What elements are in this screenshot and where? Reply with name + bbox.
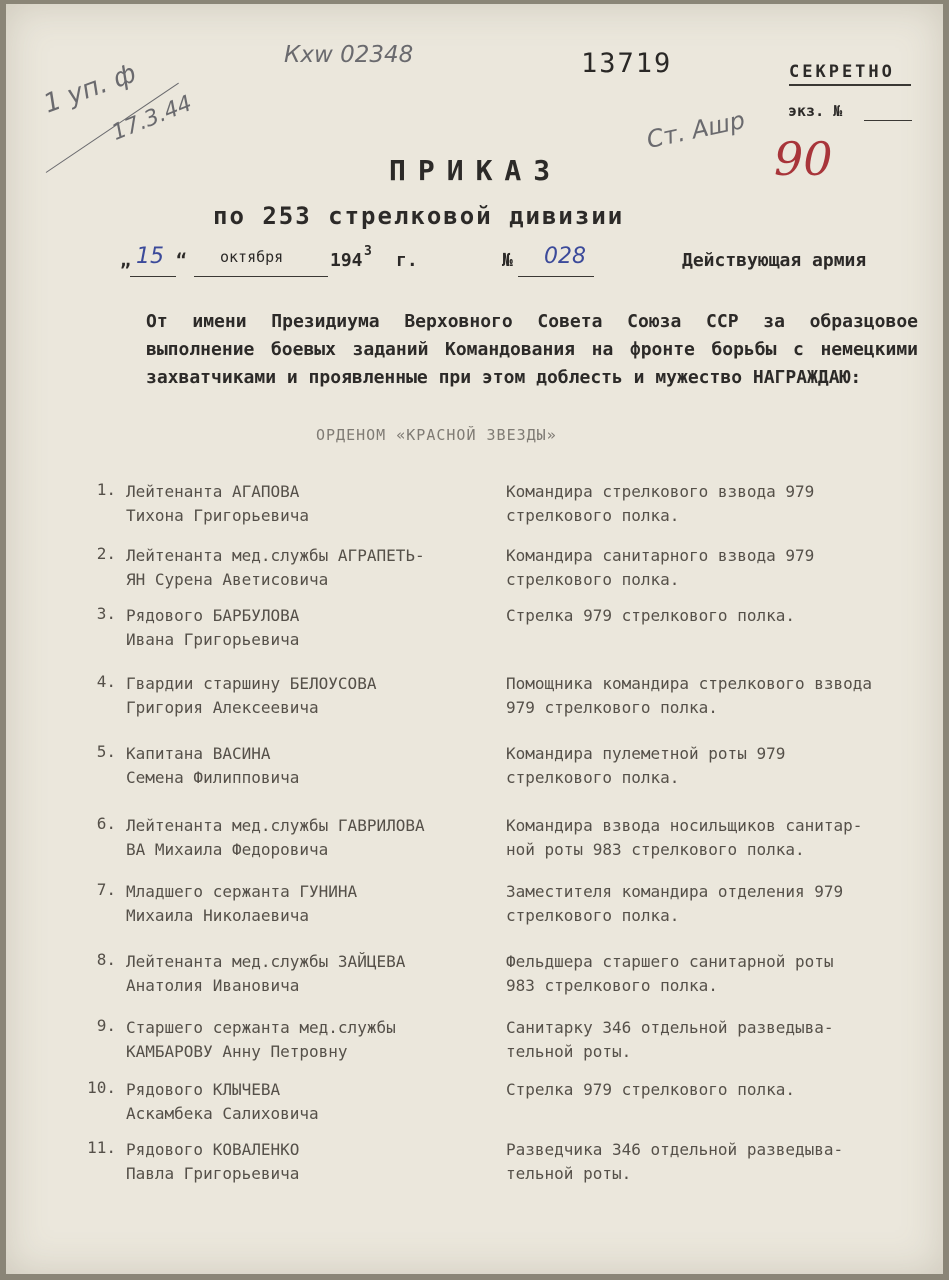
- recipient-position: [506, 480, 814, 528]
- order-number-value: 028: [544, 244, 586, 269]
- entry-number: 10.: [87, 1078, 116, 1097]
- recipient-position: [506, 950, 834, 998]
- entry-number: 8.: [96, 950, 116, 969]
- date-month-underline: [194, 276, 328, 277]
- entry-number: 9.: [96, 1016, 116, 1035]
- recipient-name-line: ЯН Сурена Аветисовича: [126, 570, 329, 589]
- signature-note: Ст. Ашр: [644, 105, 748, 155]
- recipient-name-line: Павла Григорьевича: [126, 1164, 300, 1183]
- secrecy-underline: [789, 84, 911, 86]
- recipient-position-line: Командира стрелкового взвода 979: [506, 482, 815, 501]
- entry-number: 11.: [87, 1138, 116, 1157]
- order-number-label: №: [502, 250, 513, 271]
- recipient-name-line: Старшего сержанта мед.службы: [126, 1018, 396, 1037]
- recipient-name: [126, 1078, 319, 1126]
- recipient-name-line: Аскамбека Салиховича: [126, 1104, 319, 1123]
- recipient-position: [506, 814, 862, 862]
- entry-number: 1.: [96, 480, 116, 499]
- recipient-name-line: Семена Филипповича: [126, 768, 300, 787]
- recipient-name: [126, 1138, 299, 1186]
- entry-number: 3.: [96, 604, 116, 623]
- recipient-position-line: тельной роты.: [506, 1164, 632, 1183]
- recipient-position-line: Разведчика 346 отдельной разведыва-: [506, 1140, 844, 1159]
- date-year-digit: 3: [364, 244, 372, 259]
- recipient-name-line: Капитана ВАСИНА: [126, 744, 271, 763]
- entry-number: 2.: [96, 544, 116, 563]
- recipient-name-line: ВА Михаила Федоровича: [126, 840, 329, 859]
- recipient-position: [506, 1016, 834, 1064]
- recipient-position: [506, 742, 785, 790]
- document-page: [6, 4, 943, 1274]
- recipient-position-line: Командира взвода носильщиков санитар-: [506, 816, 863, 835]
- order-number-underline: [518, 276, 594, 277]
- entry-number: 6.: [96, 814, 116, 833]
- document-number: 13719: [581, 48, 673, 79]
- recipient-name-line: Тихона Григорьевича: [126, 506, 310, 525]
- location-label: Действующая армия: [682, 250, 867, 271]
- recipient-position: [506, 1138, 843, 1186]
- recipient-name: [126, 880, 357, 928]
- recipient-position-line: Командира пулеметной роты 979: [506, 744, 786, 763]
- recipient-name-line: Лейтенанта мед.службы ЗАЙЦЕВА: [126, 952, 406, 971]
- recipient-position-line: стрелкового полка.: [506, 906, 680, 925]
- recipient-name-line: Рядового КОВАЛЕНКО: [126, 1140, 300, 1159]
- recipient-name-line: Лейтенанта АГАПОВА: [126, 482, 300, 501]
- recipient-name: [126, 480, 309, 528]
- recipient-position-line: ной роты 983 стрелкового полка.: [506, 840, 805, 859]
- recipient-position: [506, 672, 872, 720]
- recipient-position-line: Помощника командира стрелкового взвода: [506, 674, 873, 693]
- recipient-position-line: Фельдшера старшего санитарной роты: [506, 952, 834, 971]
- archive-code-note: Кхw 02348: [284, 42, 414, 68]
- copy-number-blank: [864, 120, 912, 121]
- recipient-name-line: Ивана Григорьевича: [126, 630, 300, 649]
- recipient-name: [126, 814, 425, 862]
- recipient-name-line: Лейтенанта мед.службы ГАВРИЛОВА: [126, 816, 425, 835]
- recipient-name: [126, 544, 425, 592]
- recipient-position-line: тельной роты.: [506, 1042, 632, 1061]
- recipient-name-line: Рядового БАРБУЛОВА: [126, 606, 300, 625]
- order-preamble: От имени Президиума Верховного Совета Союза ССР за образцовое выполнение боевых заданий Командования на фронте борьбы с немецкими захватчиками и проявленные при этом доблесть и мужество НАГРАЖДАЮ:: [146, 311, 918, 388]
- recipient-position-line: Заместителя командира отделения 979: [506, 882, 844, 901]
- entry-number: 4.: [96, 672, 116, 691]
- award-heading: ОРДЕНОМ «КРАСНОЙ ЗВЕЗДЫ»: [316, 426, 557, 444]
- recipient-position: [506, 604, 795, 628]
- recipient-name-line: КАМБАРОВУ Анну Петровну: [126, 1042, 348, 1061]
- recipient-name-line: Младшего сержанта ГУНИНА: [126, 882, 358, 901]
- recipient-position-line: Стрелка 979 стрелкового полка.: [506, 1080, 795, 1099]
- recipient-position: [506, 1078, 795, 1102]
- recipient-position-line: стрелкового полка.: [506, 570, 680, 589]
- date-close-quote: “: [176, 250, 187, 271]
- recipient-name: [126, 742, 299, 790]
- date-month: октября: [220, 248, 284, 266]
- margin-note-date: 17.3.44: [108, 91, 196, 146]
- recipient-name-line: Лейтенанта мед.службы АГРАПЕТЬ-: [126, 546, 425, 565]
- recipient-position-line: 983 стрелкового полка.: [506, 976, 718, 995]
- date-year: 194: [330, 250, 363, 271]
- recipient-position-line: Командира санитарного взвода 979: [506, 546, 815, 565]
- margin-note-top-left: 1 уп. ф: [39, 58, 141, 120]
- recipient-position-line: Стрелка 979 стрелкового полка.: [506, 606, 795, 625]
- page-title: ПРИКАЗ: [389, 154, 563, 187]
- entry-number: 5.: [96, 742, 116, 761]
- recipient-position: [506, 880, 843, 928]
- recipient-name: [126, 604, 299, 652]
- date-day-underline: [130, 276, 176, 277]
- recipient-position-line: стрелкового полка.: [506, 506, 680, 525]
- recipient-name-line: Рядового КЛЫЧЕВА: [126, 1080, 281, 1099]
- copy-number-label: экз. №: [788, 102, 843, 120]
- recipient-position: [506, 544, 814, 592]
- recipient-position-line: стрелкового полка.: [506, 768, 680, 787]
- secrecy-label: СЕКРЕТНО: [789, 62, 895, 82]
- date-day: 15: [136, 244, 164, 269]
- recipient-name: [126, 672, 376, 720]
- page-subtitle: по 253 стрелковой дивизии: [213, 202, 625, 230]
- date-open-quote: „: [120, 250, 131, 271]
- recipient-name-line: Михаила Николаевича: [126, 906, 310, 925]
- recipient-name-line: Гвардии старшину БЕЛОУСОВА: [126, 674, 377, 693]
- recipient-position-line: Санитарку 346 отдельной разведыва-: [506, 1018, 834, 1037]
- recipient-name: [126, 1016, 396, 1064]
- red-pencil-number: 90: [774, 132, 833, 186]
- recipient-position-line: 979 стрелкового полка.: [506, 698, 718, 717]
- date-year-suffix: г.: [396, 250, 418, 271]
- recipient-name-line: Григория Алексеевича: [126, 698, 319, 717]
- entry-number: 7.: [96, 880, 116, 899]
- recipient-name: [126, 950, 405, 998]
- recipient-name-line: Анатолия Ивановича: [126, 976, 300, 995]
